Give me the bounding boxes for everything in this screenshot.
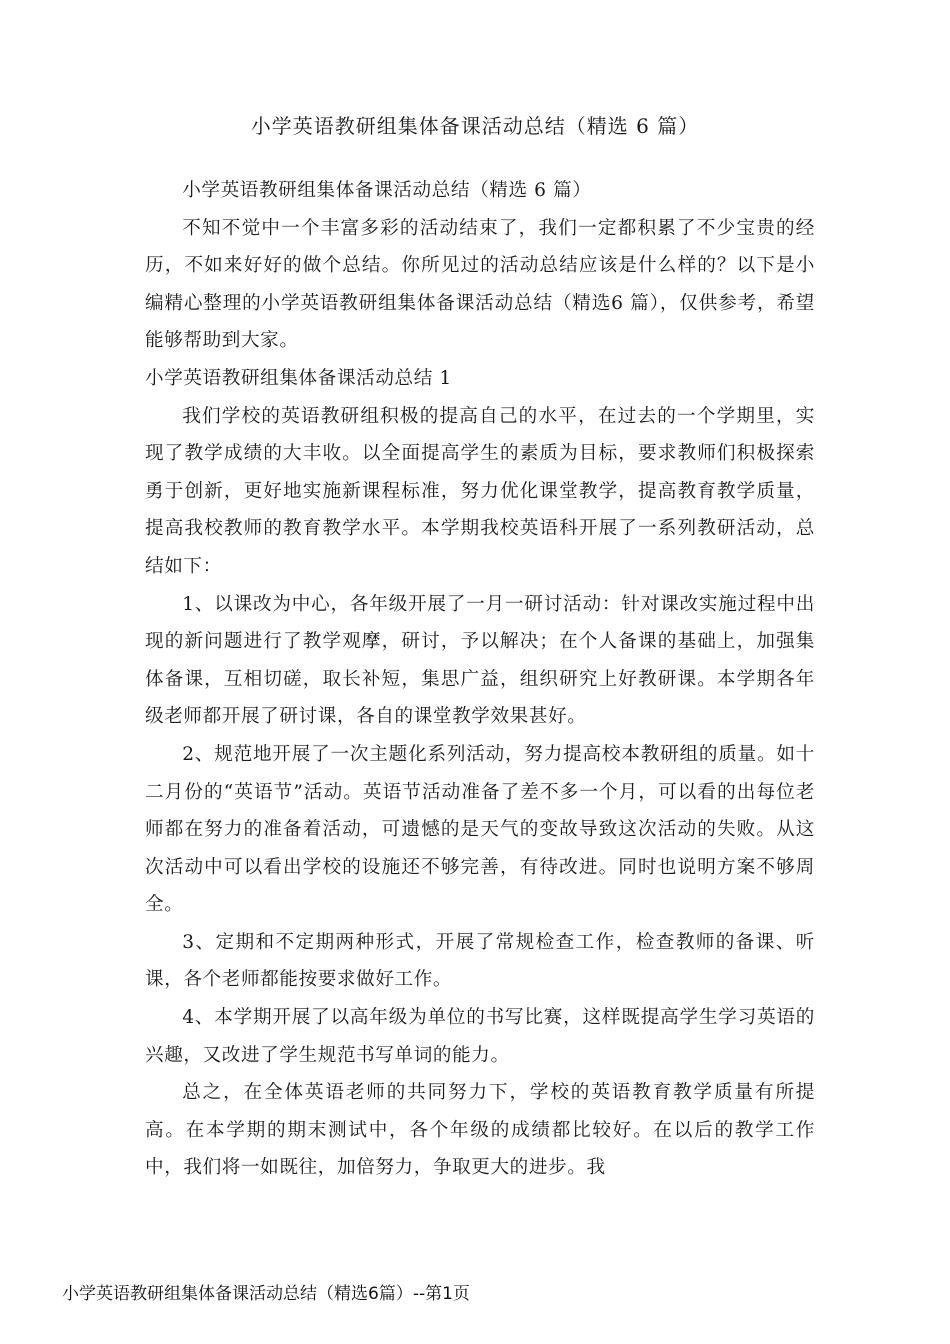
list-item-paragraph: 3、定期和不定期两种形式，开展了常规检查工作，检查教师的备课、听课，各个老师都能按要求做好工作。 [145,931,815,991]
list-item-paragraph: 4、本学期开展了以高年级为单位的书写比赛，这样既提高学生学习英语的兴趣，又改进了学生规范书写单词的能力。 [145,1007,815,1066]
body-paragraph: 我们学校的英语教研组积极的提高自己的水平，在过去的一个学期里，实现了教学成绩的大丰收。以全面提高学生的素质为目标，要求教师们积极探索勇于创新，更好地实施新课程标准，努力优化课堂教学，提高教育教学质量，提高我校教师的教育教学水平。本学期我校英语科开展了一系列教研活动，总结如下： [145,405,815,577]
page-footer: 小学英语教研组集体备课活动总结（精选6篇）--第1页 [62,1284,470,1304]
list-item-paragraph: 2、规范地开展了一次主题化系列活动，努力提高校本教研组的质量。如十二月份的“英语节”活动。英语节活动准备了差不多一个月，可以看的出每位老师都在努力的准备着活动，可遗憾的是天气的变故导致这次活动的失败。从这次活动中可以看出学校的设施还不够完善，有待改进。同时也说明方案不够周全。 [145,743,815,916]
intro-paragraph: 不知不觉中一个丰富多彩的活动结束了，我们一定都积累了不少宝贵的经历，不如来好好的做个总结。你所见过的活动总结应该是什么样的？以下是小编精心整理的小学英语教研组集体备课活动总结（精选6 篇），仅供参考，希望能够帮助到大家。 [145,217,815,352]
subtitle-paragraph: 小学英语教研组集体备课活动总结（精选 6 篇） [182,180,592,201]
summary-paragraph: 总之，在全体英语老师的共同努力下，学校的英语教育教学质量有所提高。在本学期的期末测试中，各个年级的成绩都比较好。在以后的教学工作中，我们将一如既往，加倍努力，争取更大的进步。我 [145,1082,815,1179]
list-item-paragraph: 1、以课改为中心，各年级开展了一月一研讨活动：针对课改实施过程中出现的新问题进行了教学观摩，研讨，予以解决；在个人备课的基础上，加强集体备课，互相切磋，取长补短，集思广益，组织研究上好教研课。本学期各年级老师都开展了研讨课，各自的课堂教学效果甚好。 [145,593,815,728]
section-heading: 小学英语教研组集体备课活动总结 1 [145,367,452,389]
document-body [145,172,815,1187]
page-title: 小学英语教研组集体备课活动总结（精选 6 篇） [250,114,700,138]
